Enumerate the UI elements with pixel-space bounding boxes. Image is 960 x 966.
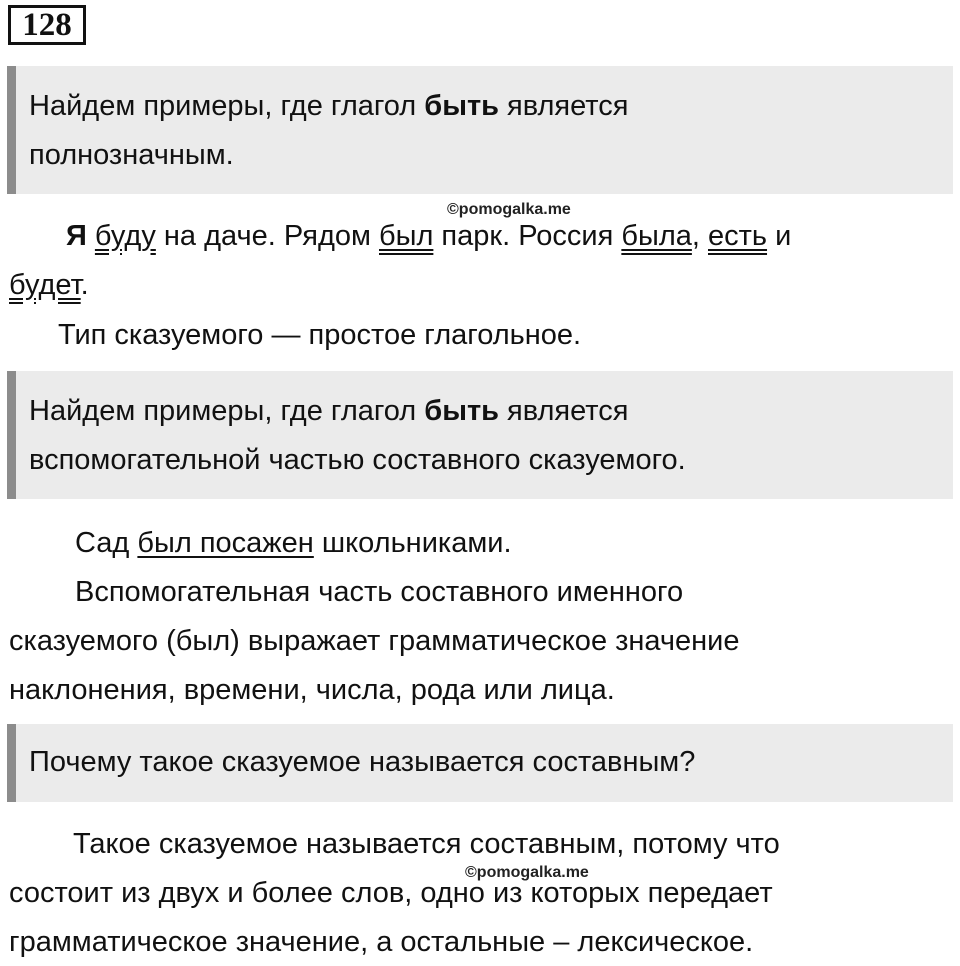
answer-3-line-3: грамматическое значение, а остальные – лексическое. bbox=[9, 926, 754, 958]
predicate-byla: была bbox=[621, 220, 692, 252]
answer-2-line-2: Вспомогательная часть составного именного bbox=[75, 576, 684, 608]
question-2-line-1: Найдем примеры, где глагол быть является bbox=[29, 395, 629, 427]
question-3-text: Почему такое сказуемое называется составным? bbox=[29, 746, 696, 778]
compound-predicate: был посажен bbox=[137, 527, 314, 559]
keyword-byt-2: быть bbox=[424, 395, 499, 427]
predicate-byl: был bbox=[379, 220, 434, 252]
watermark: ©pomogalka.me bbox=[447, 201, 571, 218]
question-box-1 bbox=[7, 66, 953, 194]
predicate-budu: буду bbox=[94, 220, 156, 252]
question-1-line-1: Найдем примеры, где глагол быть является bbox=[29, 90, 629, 122]
question-box-2 bbox=[7, 371, 953, 499]
task-number: 128 bbox=[8, 5, 86, 45]
answer-1-line-1: Я буду на даче. Рядом был парк. Россия была, есть и bbox=[66, 220, 792, 252]
predicate-type: Тип сказуемого — простое глагольное. bbox=[58, 319, 582, 351]
answer-2-line-4: наклонения, времени, числа, рода или лица. bbox=[9, 674, 615, 706]
predicate-budet: будет bbox=[9, 269, 81, 301]
answer-3-line-2: состоит из двух и более слов, одно из которых передает bbox=[9, 877, 773, 909]
keyword-byt: быть bbox=[424, 90, 499, 122]
predicate-est: есть bbox=[708, 220, 768, 252]
answer-2-sentence: Сад был посажен школьниками. bbox=[75, 527, 512, 559]
question-1-line-2: полнозначным. bbox=[29, 139, 234, 171]
question-box-3 bbox=[7, 724, 953, 802]
answer-3-line-1: Такое сказуемое называется составным, потому что bbox=[73, 828, 780, 860]
answer-2-line-3: сказуемого (был) выражает грамматическое значение bbox=[9, 625, 740, 657]
answer-1-line-2: будет. bbox=[9, 269, 89, 301]
watermark-2: ©pomogalka.me bbox=[465, 864, 589, 881]
question-2-line-2: вспомогательной частью составного сказуемого. bbox=[29, 444, 686, 476]
